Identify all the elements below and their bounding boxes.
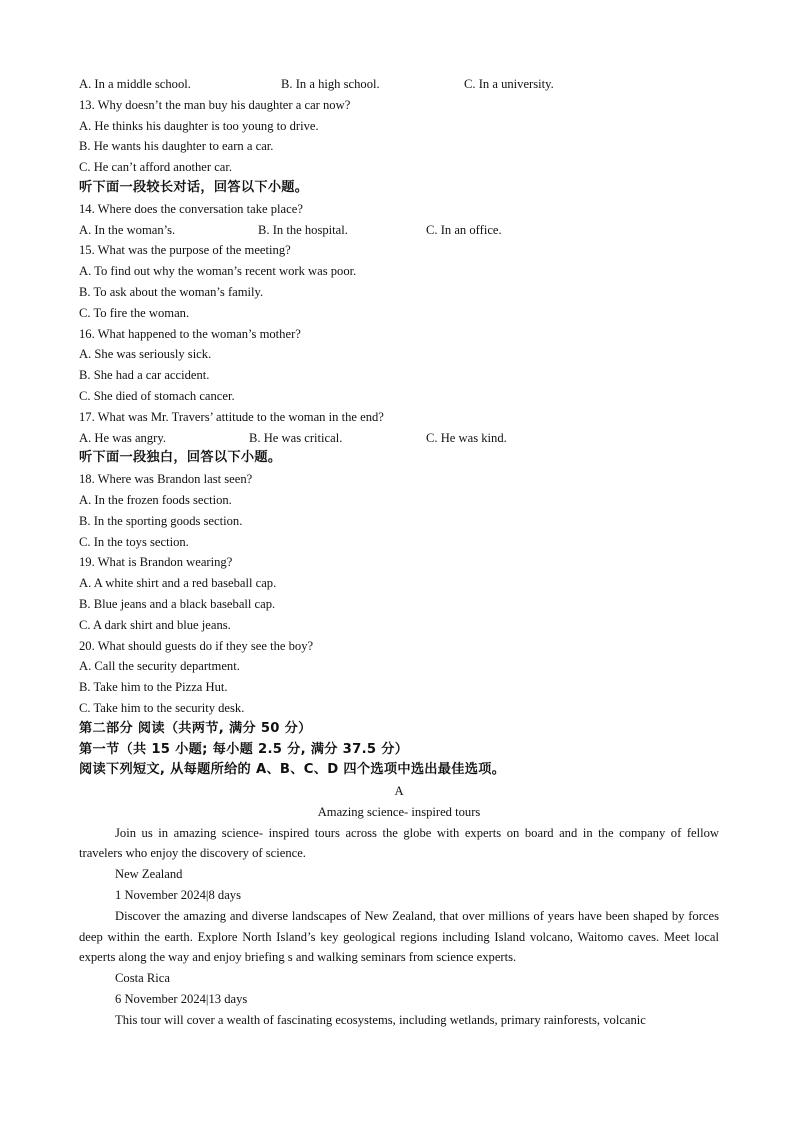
passage-label: A xyxy=(394,784,404,799)
q19-question: 19. What is Brandon wearing? xyxy=(79,555,233,570)
q16-question: 16. What happened to the woman’s mother? xyxy=(79,326,301,341)
q19-option-b: B. Blue jeans and a black baseball cap. xyxy=(79,596,276,611)
q13-option-a: A. He thinks his daughter is too young to drive. xyxy=(79,118,319,133)
section-long-dialog-heading: 听下面一段较长对话，回答以下小题。 xyxy=(79,179,309,195)
q19-option-c: C. A dark shirt and blue jeans. xyxy=(79,617,231,632)
q19-option-a: A. A white shirt and a red baseball cap. xyxy=(79,576,277,591)
section-monologue-heading: 听下面一段独白，回答以下小题。 xyxy=(79,450,282,466)
q16-option-a: A. She was seriously sick. xyxy=(79,347,212,362)
q12-options xyxy=(79,74,719,95)
q16-option-b: B. She had a car accident. xyxy=(79,368,210,383)
tour1-description: Discover the amazing and diverse landscapes of New Zealand, that over millions of years have been shaped by forces deep within the earth. Explore North Island’s key geological regions including Island volcano, Waitomo caves. Meet local experts along the way and enjoy briefing s and walking seminars from science experts. xyxy=(79,908,719,965)
q14-option-a: A. In the woman’s. xyxy=(79,222,176,237)
q17-option-b: B. He was critical. xyxy=(249,430,343,445)
q15-option-b: B. To ask about the woman’s family. xyxy=(79,284,264,299)
q15-option-c: C. To fire the woman. xyxy=(79,305,190,320)
tour1-name: New Zealand xyxy=(115,867,183,882)
q20-option-c: C. Take him to the security desk. xyxy=(79,700,245,715)
q12-option-c: C. In a university. xyxy=(464,77,554,91)
q17-question: 17. What was Mr. Travers’ attitude to the woman in the end? xyxy=(79,409,384,424)
reading-instruction: 阅读下列短文, 从每题所给的 A、B、C、D 四个选项中选出最佳选项。 xyxy=(79,762,506,778)
q20-question: 20. What should guests do if they see the boy? xyxy=(79,638,314,653)
passage-intro: Join us in amazing science- inspired tours across the globe with experts on board and in the company of fellow travelers who enjoy the discovery of science. xyxy=(79,825,719,861)
q14-option-b: B. In the hospital. xyxy=(258,222,348,237)
exam-page xyxy=(79,74,719,1031)
tour2-date: 6 November 2024|13 days xyxy=(115,992,248,1007)
q18-option-c: C. In the toys section. xyxy=(79,534,189,549)
q14-question: 14. Where does the conversation take place? xyxy=(79,201,303,216)
q12-option-a: A. In a middle school. xyxy=(79,77,191,91)
tour2-name: Costa Rica xyxy=(115,971,170,986)
q13-option-b: B. He wants his daughter to earn a car. xyxy=(79,139,274,154)
q15-question: 15. What was the purpose of the meeting? xyxy=(79,243,291,258)
tour2-description: This tour will cover a wealth of fascinating ecosystems, including wetlands, primary rainforests, volcanic xyxy=(115,1012,646,1027)
q20-option-a: A. Call the security department. xyxy=(79,659,240,674)
q15-option-a: A. To find out why the woman’s recent work was poor. xyxy=(79,264,357,279)
q17-options xyxy=(79,428,719,449)
q18-option-a: A. In the frozen foods section. xyxy=(79,492,232,507)
q12-option-b: B. In a high school. xyxy=(281,77,380,91)
q18-option-b: B. In the sporting goods section. xyxy=(79,513,243,528)
q18-question: 18. Where was Brandon last seen? xyxy=(79,472,253,487)
q13-option-c: C. He can’t afford another car. xyxy=(79,160,233,175)
passage-title: Amazing science- inspired tours xyxy=(317,804,481,819)
q14-options xyxy=(79,220,719,241)
q20-option-b: B. Take him to the Pizza Hut. xyxy=(79,680,228,695)
q16-option-c: C. She died of stomach cancer. xyxy=(79,388,235,403)
q17-option-a: A. He was angry. xyxy=(79,430,166,445)
q17-option-c: C. He was kind. xyxy=(426,430,507,445)
q13-question: 13. Why doesn’t the man buy his daughter a car now? xyxy=(79,97,351,112)
tour1-date: 1 November 2024|8 days xyxy=(115,888,241,903)
section1-heading: 第一节（共 15 小题; 每小题 2.5 分, 满分 37.5 分） xyxy=(79,741,409,757)
q14-option-c: C. In an office. xyxy=(426,222,502,237)
part2-heading: 第二部分 阅读（共两节, 满分 50 分） xyxy=(79,720,312,736)
